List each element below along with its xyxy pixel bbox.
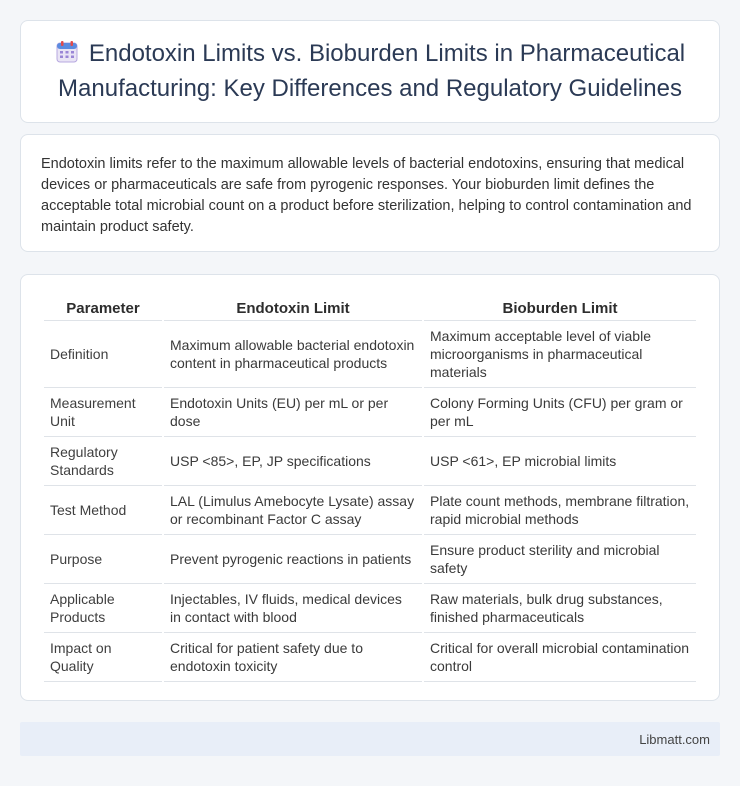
cell-parameter: Purpose xyxy=(44,535,162,584)
cell-bioburden: Critical for overall microbial contamination control xyxy=(424,633,696,682)
cell-bioburden: Ensure product sterility and microbial safety xyxy=(424,535,696,584)
table-row xyxy=(44,633,696,682)
footer-brand-link[interactable]: Libmatt.com xyxy=(639,731,710,747)
cell-bioburden: Maximum acceptable level of viable microorganisms in pharmaceutical materials xyxy=(424,321,696,388)
cell-parameter: Impact on Quality xyxy=(44,633,162,682)
cell-endotoxin: Maximum allowable bacterial endotoxin content in pharmaceutical products xyxy=(164,321,422,388)
intro-card xyxy=(20,134,720,252)
table-row xyxy=(44,535,696,584)
cell-endotoxin: LAL (Limulus Amebocyte Lysate) assay or recombinant Factor C assay xyxy=(164,486,422,535)
title-card xyxy=(20,20,720,123)
cell-bioburden: USP <61>, EP microbial limits xyxy=(424,437,696,486)
cell-endotoxin: Endotoxin Units (EU) per mL or per dose xyxy=(164,388,422,437)
table-row xyxy=(44,584,696,633)
cell-bioburden: Raw materials, bulk drug substances, finished pharmaceuticals xyxy=(424,584,696,633)
cell-parameter: Regulatory Standards xyxy=(44,437,162,486)
comparison-table xyxy=(42,295,698,682)
intro-text: Endotoxin limits refer to the maximum allowable levels of bacterial endotoxins, ensuring that medical devices or pharmaceuticals are safe from pyrogenic responses. Your bioburden limit defines the acceptable total microbial count on a product before sterilization, helping to control contamination and maintain product safety. xyxy=(41,156,692,235)
page-title xyxy=(41,38,699,105)
cell-endotoxin: Prevent pyrogenic reactions in patients xyxy=(164,535,422,584)
cell-bioburden: Plate count methods, membrane filtration, rapid microbial methods xyxy=(424,486,696,535)
footer xyxy=(20,722,720,756)
table-row xyxy=(44,486,696,535)
cell-parameter: Applicable Products xyxy=(44,584,162,633)
table-header-row xyxy=(44,295,696,321)
cell-endotoxin: Injectables, IV fluids, medical devices in contact with blood xyxy=(164,584,422,633)
cell-parameter: Definition xyxy=(44,321,162,388)
comparison-table-card xyxy=(20,274,720,701)
cell-parameter: Measurement Unit xyxy=(44,388,162,437)
page-title-text: Endotoxin Limits vs. Bioburden Limits in Pharmaceutical Manufacturing: Key Differences and Regulatory Guidelines xyxy=(58,40,686,102)
header-endotoxin: Endotoxin Limit xyxy=(164,295,422,321)
table-row xyxy=(44,321,696,388)
table-row xyxy=(44,437,696,486)
table-row xyxy=(44,388,696,437)
calendar-icon xyxy=(55,40,79,73)
cell-parameter: Test Method xyxy=(44,486,162,535)
cell-endotoxin: Critical for patient safety due to endotoxin toxicity xyxy=(164,633,422,682)
cell-bioburden: Colony Forming Units (CFU) per gram or per mL xyxy=(424,388,696,437)
header-parameter: Parameter xyxy=(44,295,162,321)
header-bioburden: Bioburden Limit xyxy=(424,295,696,321)
cell-endotoxin: USP <85>, EP, JP specifications xyxy=(164,437,422,486)
